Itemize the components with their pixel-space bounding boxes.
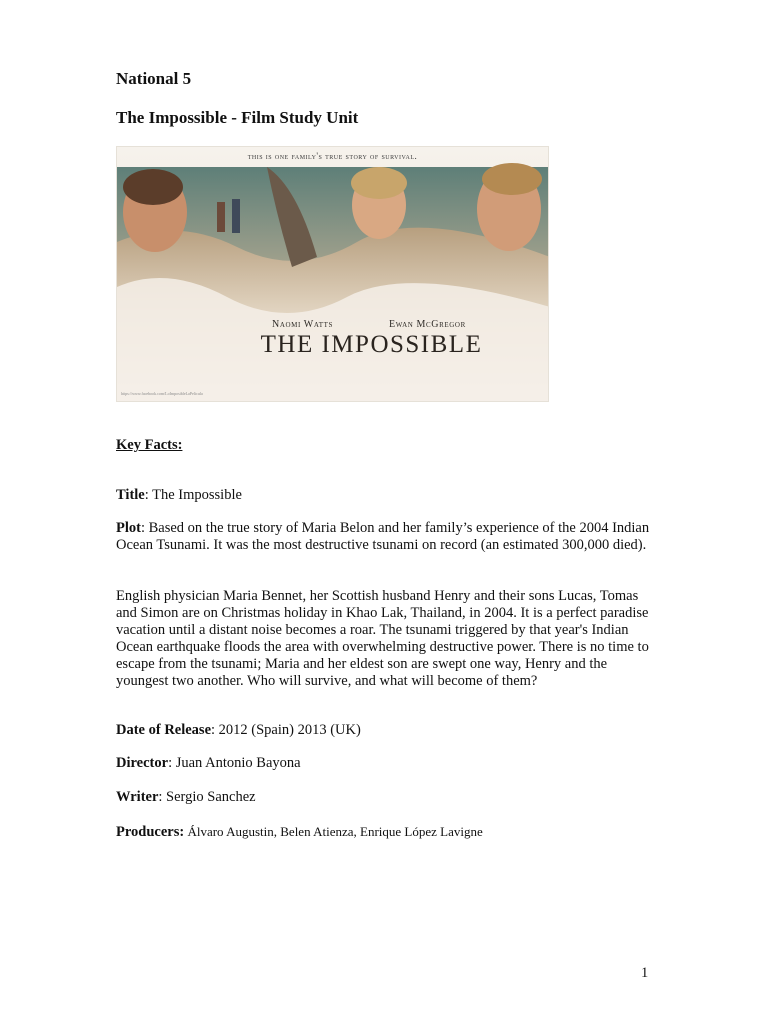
writer-value: : Sergio Sanchez: [158, 789, 256, 805]
poster-cast-2: Ewan McGregor: [389, 319, 466, 330]
plot-label: Plot: [116, 520, 141, 536]
writer-fact: [116, 789, 656, 806]
release-label: Date of Release: [116, 722, 212, 738]
writer-label: Writer: [116, 789, 159, 805]
producers-fact: [116, 823, 656, 841]
producers-label: Producers:: [116, 824, 185, 840]
title-label: Title: [116, 487, 145, 503]
page-number: 1: [641, 965, 649, 981]
producers-value: Álvaro Augustin, Belen Atienza, Enrique López Lavigne: [184, 824, 483, 839]
course-heading: National 5: [116, 69, 192, 88]
release-value: : 2012 (Spain) 2013 (UK): [211, 722, 361, 738]
title-fact: [116, 487, 656, 504]
child-figure-1: [217, 202, 225, 232]
poster-title: THE IMPOSSIBLE: [260, 331, 483, 358]
key-facts-heading: Key Facts:: [116, 437, 183, 453]
man-hair: [482, 163, 542, 195]
poster-credit: https://www.facebook.com/LoImposibleLaPelicula: [121, 391, 203, 396]
director-label: Director: [116, 755, 169, 771]
director-value: : Juan Antonio Bayona: [168, 755, 301, 771]
director-fact: [116, 755, 656, 772]
release-fact: [116, 722, 656, 739]
title-value: : The Impossible: [144, 487, 242, 503]
plot-value: : Based on the true story of Maria Belon and her family’s experience of the 2004 Indian Ocean Tsunami. It was the most destructive tsunami on record (an estimated 300,000 died).: [116, 520, 650, 553]
boy-hair: [123, 169, 183, 205]
unit-title: The Impossible - Film Study Unit: [116, 108, 359, 127]
plot-fact: [116, 520, 656, 554]
poster-artwork: [117, 147, 549, 402]
film-poster: [116, 146, 549, 402]
woman-hair: [351, 167, 407, 199]
child-figure-2: [232, 199, 240, 233]
plot-paragraph: English physician Maria Bennet, her Scottish husband Henry and their sons Lucas, Tomas and Simon are on Christmas holiday in Khao Lak, Thailand, in 2004. It is a perfect paradise vacation until a distant noise becomes a roar. The tsunami triggered by that year's Indian Ocean earthquake floods the area with overwhelming destructive power. There is no time to escape from the tsunami; Maria and her eldest son are swept one way, Henry and the youngest two another. Who will survive, and what will become of them?: [116, 588, 649, 689]
poster-tagline: this is one family's true story of survival.: [247, 151, 418, 161]
poster-cast-1: Naomi Watts: [272, 319, 333, 330]
